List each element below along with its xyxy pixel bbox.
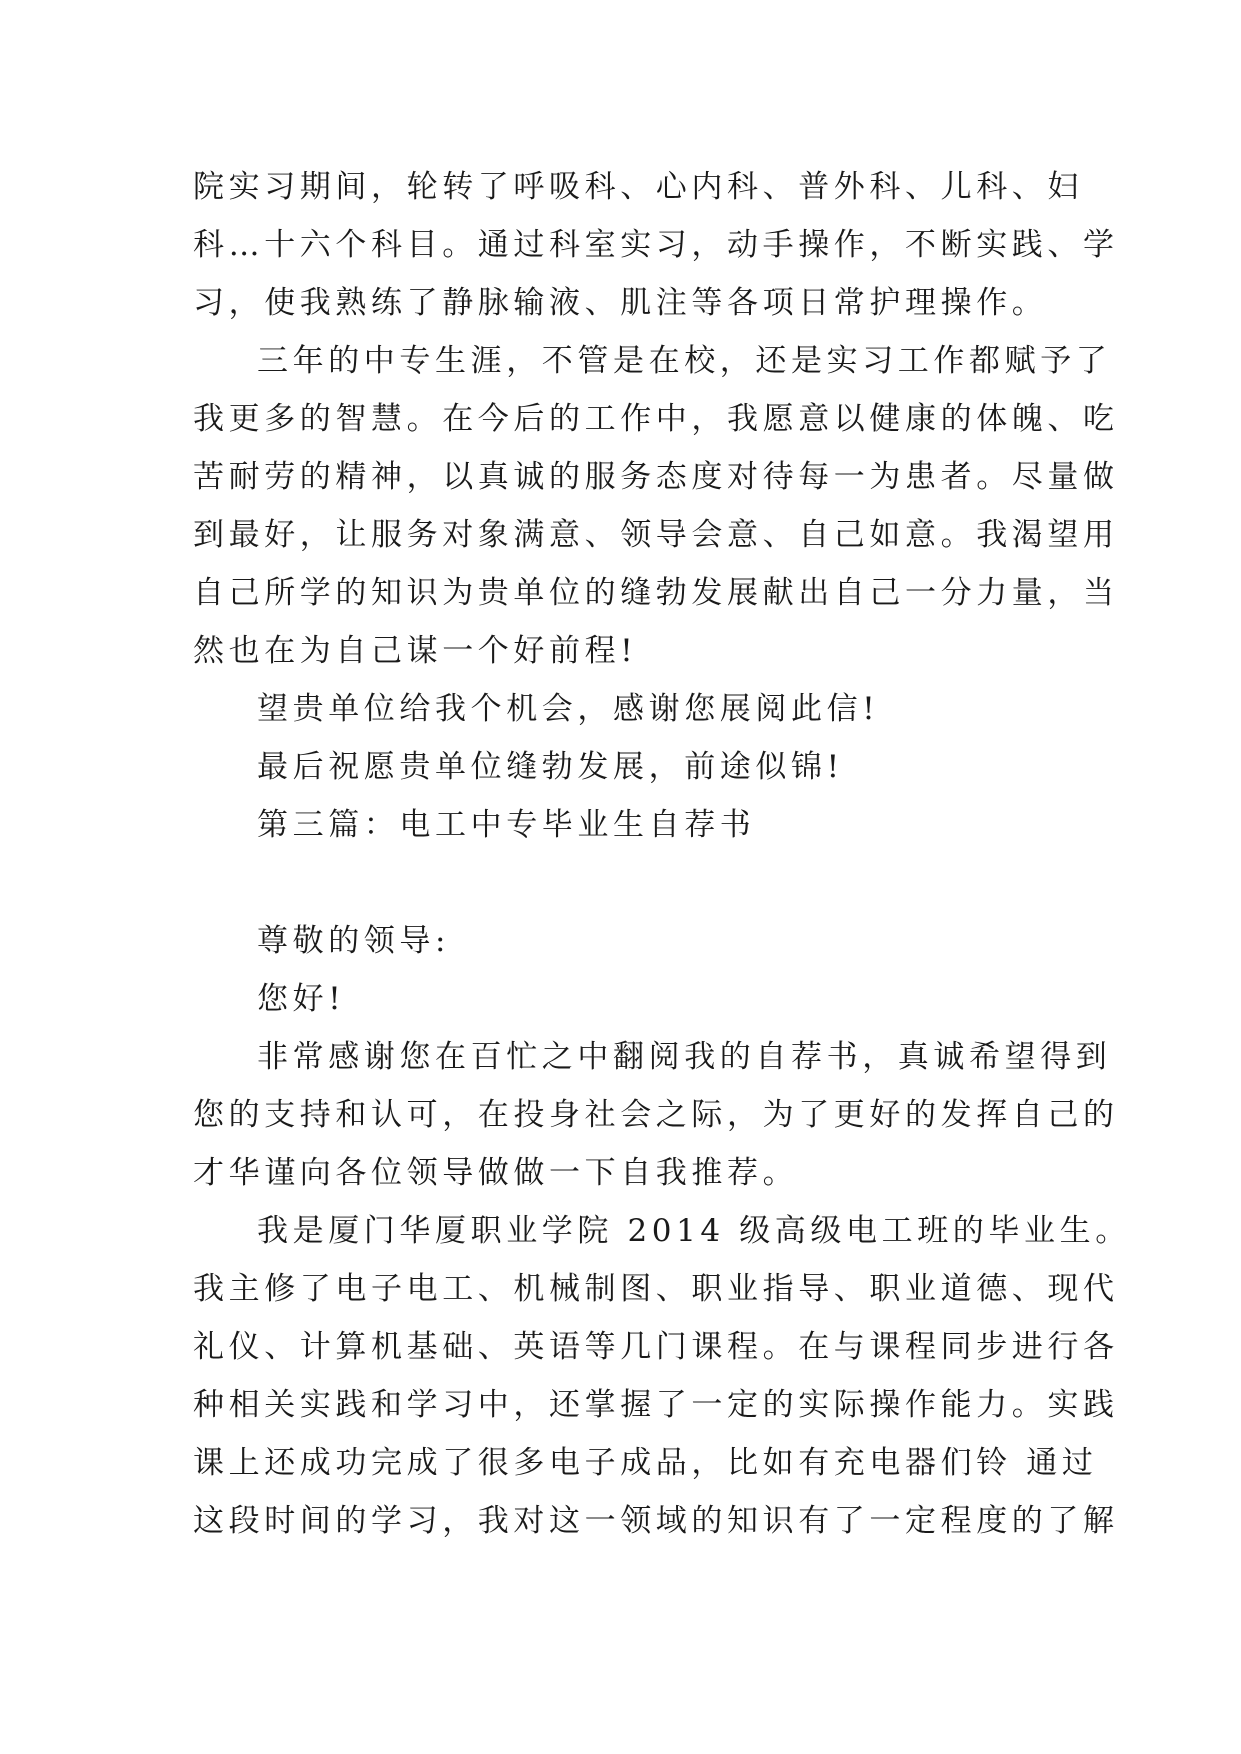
paragraph-three-years	[193, 332, 1119, 680]
paragraph-introduction	[193, 1202, 1131, 1550]
text-line: 苦耐劳的精神，以真诚的服务态度对待每一为患者。尽量做	[193, 459, 1119, 495]
text-line: 课上还成功完成了很多电子成品，比如有充电器们铃 通过	[193, 1445, 1098, 1481]
text-line: 礼仪、计算机基础、英语等几门课程。在与课程同步进行各	[193, 1329, 1119, 1365]
salutation: 尊敬的领导:	[257, 923, 451, 959]
closing-line-hope: 望贵单位给我个机会，感谢您展阅此信!	[257, 691, 880, 727]
text-line: 然也在为自己谋一个好前程!	[193, 633, 638, 669]
text-line: 种相关实践和学习中，还掌握了一定的实际操作能力。实践	[193, 1387, 1119, 1423]
section-heading: 第三篇：电工中专毕业生自荐书	[257, 807, 756, 843]
text-line: 我主修了电子电工、机械制图、职业指导、职业道德、现代	[193, 1271, 1119, 1307]
text-line: 习，使我熟练了静脉输液、肌注等各项日常护理操作。	[193, 285, 1048, 321]
greeting: 您好!	[257, 981, 346, 1017]
closing-line-wish: 最后祝愿贵单位缝勃发展，前途似锦!	[257, 749, 844, 785]
text-line: 您的支持和认可，在投身社会之际，为了更好的发挥自己的	[193, 1097, 1119, 1133]
document-body	[193, 158, 1131, 1550]
text-line: 自己所学的知识为贵单位的缝勃发展献出自己一分力量，当	[193, 575, 1119, 611]
text-line: 才华谨向各位领导做做一下自我推荐。	[193, 1155, 799, 1191]
text-line: 我更多的智慧。在今后的工作中，我愿意以健康的体魄、吃	[193, 401, 1119, 437]
text-line: 我是厦门华厦职业学院 2014 级高级电工班的毕业生。	[257, 1213, 1131, 1249]
text-line: 院实习期间，轮转了呼吸科、心内科、普外科、儿科、妇	[193, 169, 1083, 205]
text-line: 这段时间的学习，我对这一领域的知识有了一定程度的了解	[193, 1503, 1119, 1539]
text-line: 科…十六个科目。通过科室实习，动手操作，不断实践、学	[193, 227, 1119, 263]
paragraph-thanks	[193, 1028, 1119, 1202]
text-line: 三年的中专生涯，不管是在校，还是实习工作都赋予了	[257, 343, 1112, 379]
blank-line	[193, 854, 1053, 912]
paragraph-internship	[193, 158, 1119, 332]
text-line: 到最好，让服务对象满意、领导会意、自己如意。我渴望用	[193, 517, 1119, 553]
text-line: 非常感谢您在百忙之中翻阅我的自荐书，真诚希望得到	[257, 1039, 1112, 1075]
